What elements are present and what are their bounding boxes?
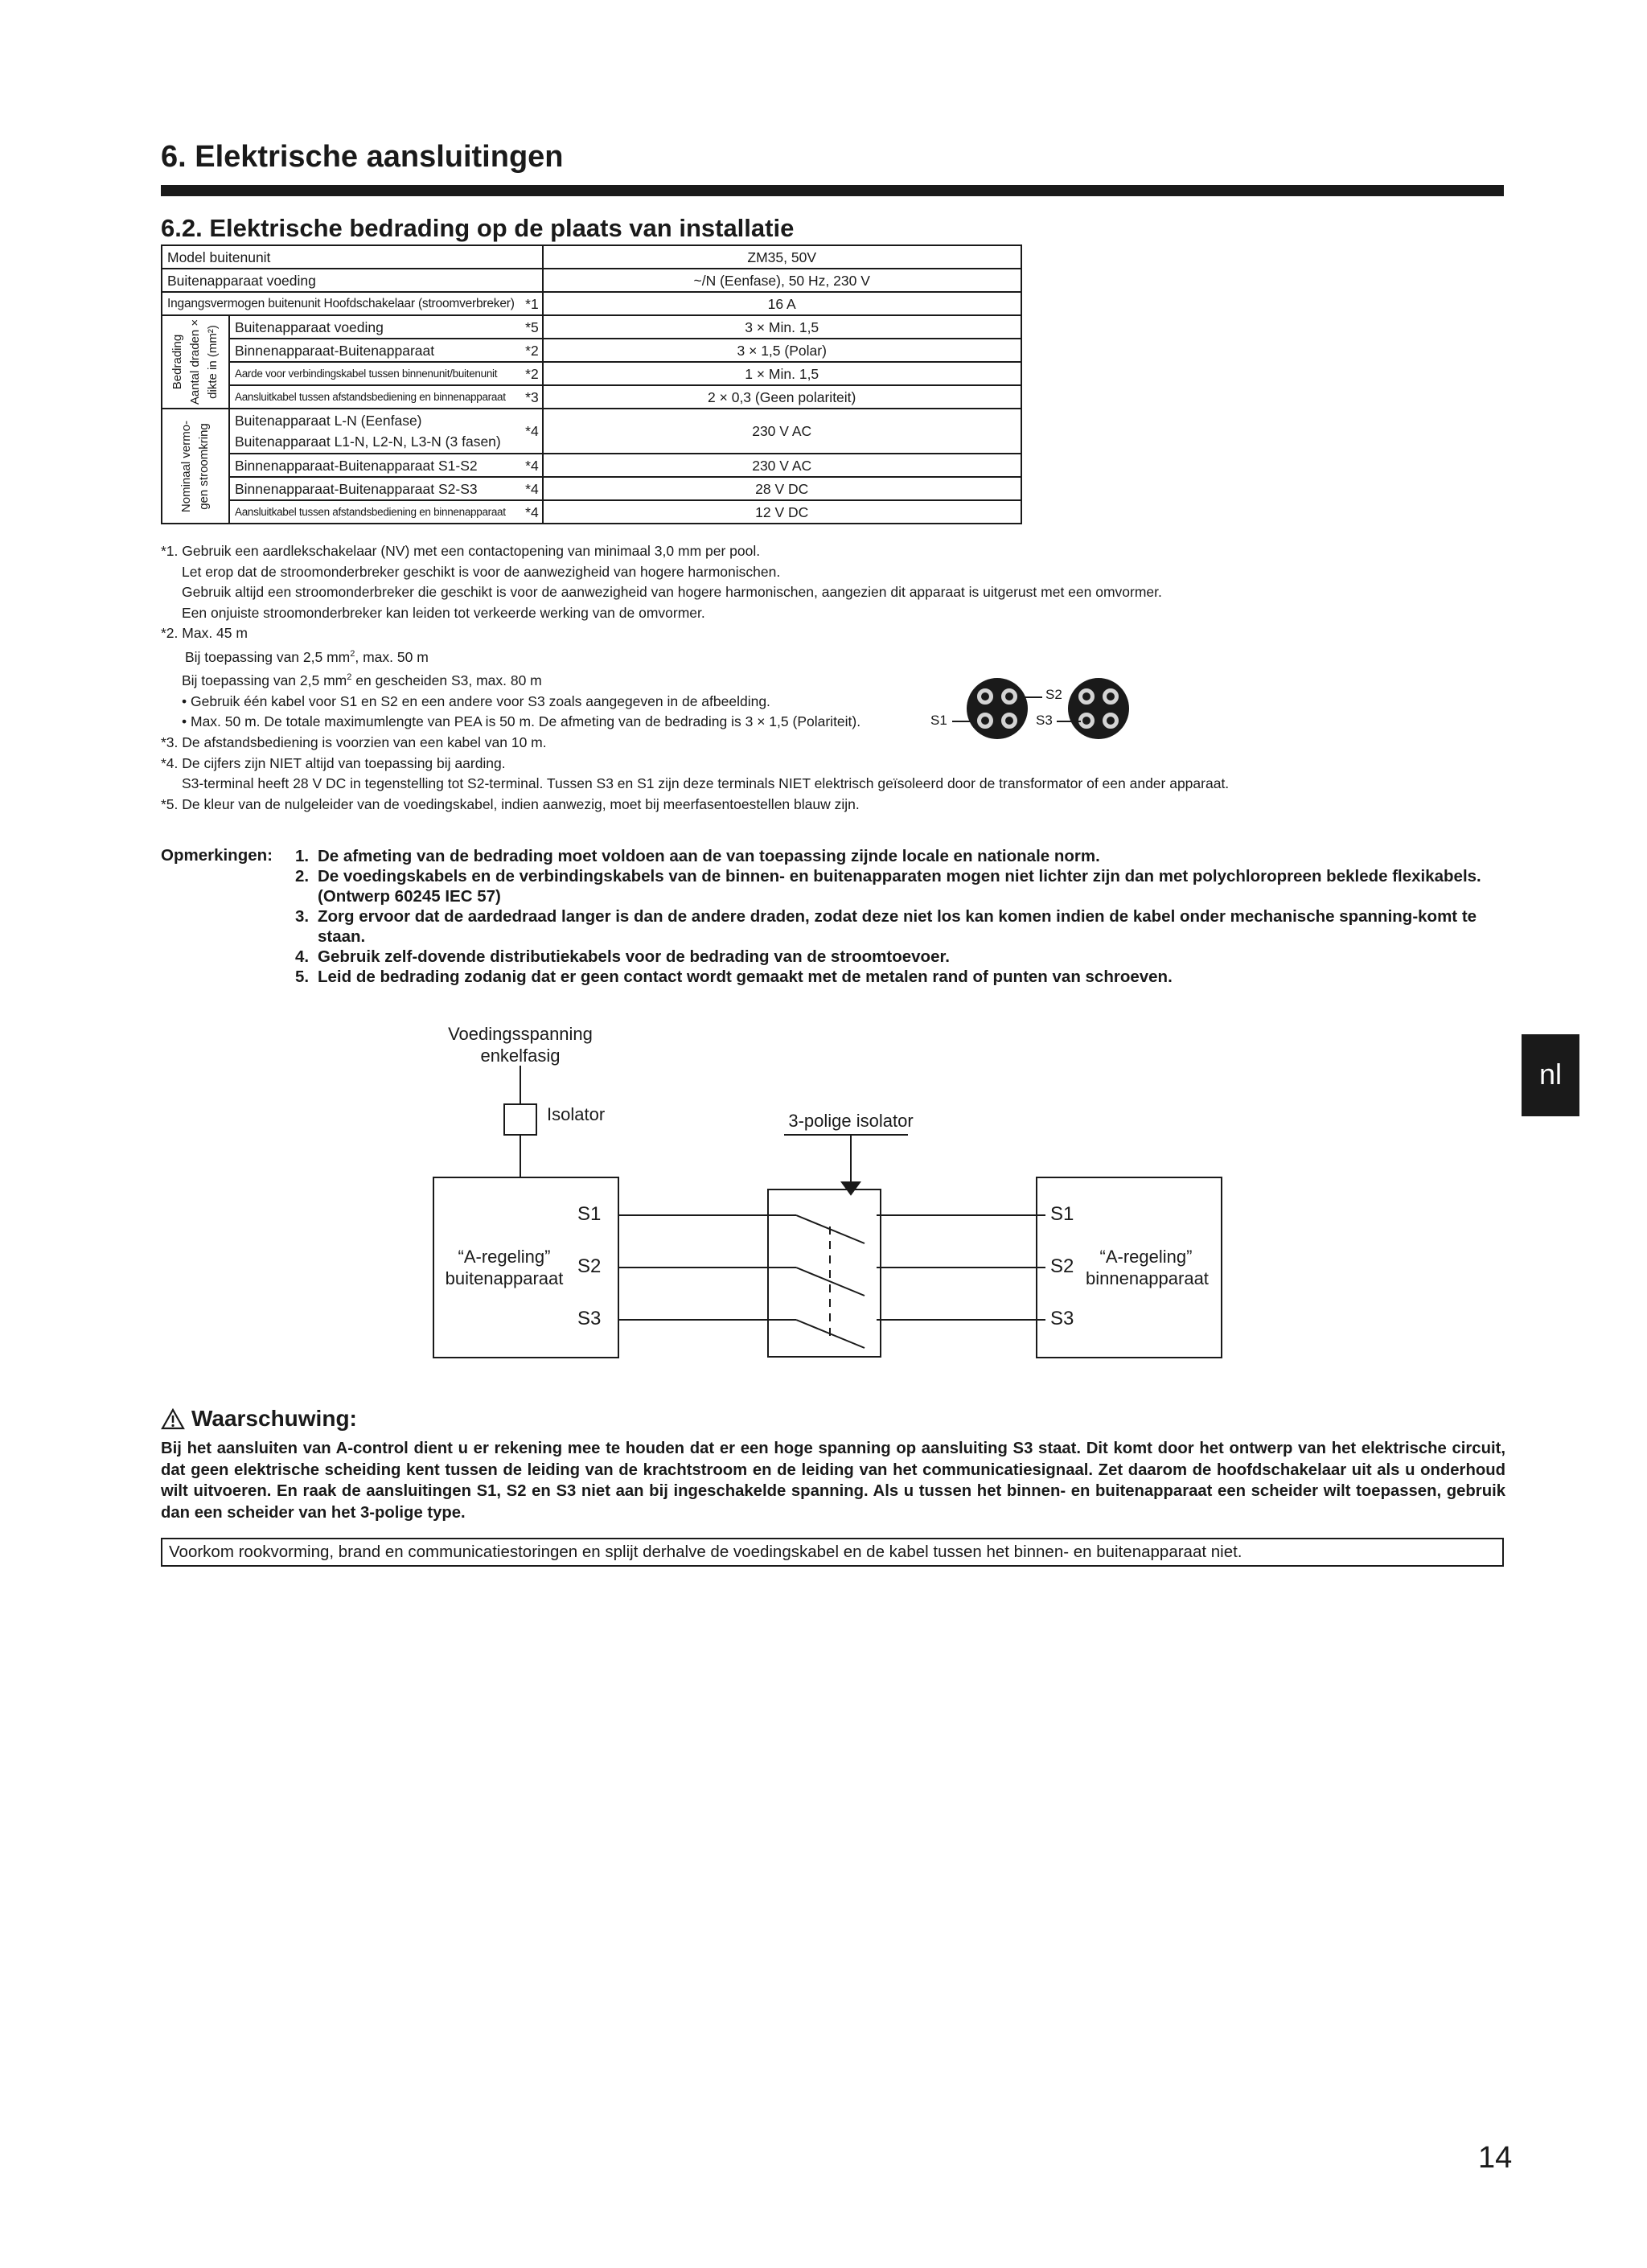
warning-icon [161, 1408, 185, 1430]
warning-title [161, 1406, 357, 1432]
indoor-label-line1: “A-regeling” [1099, 1247, 1193, 1267]
isolator-box [503, 1103, 537, 1136]
superscript: 2 [347, 672, 352, 683]
footnote: *5. De kleur van de nulgeleider van de voedingskabel, indien aanwezig, moet bij meerfasentoestellen blauw zijn. [161, 795, 860, 812]
warning-text: Bij het aansluiten van A-control dient u er rekening mee te houden dat er een hoge spanning op aansluiting S3 staat. Dit komt door het ontwerp van het elektrische circuit, dat geen elektrische scheiding kent tussen de leiding van de krachtstroom en de leiding van het communicatiesignaal. Zet daarom de hoofdschakelaar uit als u onderhoud wilt uitvoeren. En raak de aansluitingen S1, S2 en S3 niet aan bij ingeschakelde spanning. Als u tussen het binnen- en buitenapparaat een scheider wilt toepassen, gebruik dan een scheider van het 3-polige type. [161, 1440, 1505, 1522]
wiring-row-value: 2 × 0,3 (Geen polariteit) [543, 385, 1021, 409]
wiring-group-line1: Bedrading [170, 334, 184, 390]
footnote: *4. De cijfers zijn NIET altijd van toepassing bij aarding. [161, 754, 506, 771]
supply-label-line1: Voedingsspanning [448, 1024, 593, 1044]
remarks-label: Opmerkingen: [161, 846, 273, 865]
outdoor-unit-label [444, 1246, 565, 1289]
rating-row-note: *4 [520, 454, 543, 477]
wiring-group-line2: Aantal draden × [188, 318, 202, 405]
remark-number: 2. [295, 867, 310, 885]
supply-label-line2: enkelfasig [480, 1046, 561, 1066]
wiring-row-value: 1 × Min. 1,5 [543, 362, 1021, 385]
rating-group-line2: gen stroomkring [197, 422, 211, 510]
footnote: *1. Gebruik een aardlekschakelaar (NV) met een contactopening van minimaal 3,0 mm per pool. [161, 543, 761, 559]
label-underline [784, 1134, 908, 1136]
rating-row-note: *4 [520, 477, 543, 500]
footnote: Gebruik altijd een stroomonderbreker die geschikt is voor de aanwezigheid van hogere harmonischen, aangezien dit apparaat is uitgerust met een omvormer. [182, 584, 1162, 601]
input-value: 16 A [543, 292, 1021, 315]
footnote: *3. De afstandsbediening is voorzien van een kabel van 10 m. [161, 734, 547, 750]
indoor-terminal-s2: S2 [1050, 1255, 1074, 1277]
wiring-row-value: 3 × 1,5 (Polar) [543, 339, 1021, 362]
rating-row-value: 230 V AC [543, 454, 1021, 477]
language-tab[interactable]: nl [1522, 1034, 1579, 1116]
remark-number: 5. [295, 968, 310, 986]
outdoor-terminal-s2: S2 [577, 1255, 602, 1277]
footnote: Een onjuiste stroomonderbreker kan leiden tot verkeerde werking van de omvormer. [182, 604, 705, 621]
wiring-row-note: *3 [520, 385, 543, 409]
footnote-text: Bij toepassing van 2,5 mm [185, 648, 351, 665]
wiring-row-label: Binnenapparaat-Buitenapparaat [229, 339, 520, 362]
rating-row-note: *4 [520, 409, 543, 454]
supply-label [440, 1023, 601, 1066]
remark-text: Gebruik zelf-dovende distributiekabels voor de bedrading van de stroomtoevoer. [318, 947, 951, 966]
footnote: Let erop dat de stroomonderbreker geschikt is voor de aanwezigheid van hogere harmonischen. [182, 563, 781, 580]
indoor-unit-label [1086, 1246, 1209, 1289]
supply-label: Buitenapparaat voeding [162, 269, 543, 292]
wiring-row-label: Aansluitkabel tussen afstandsbediening en binnenapparaat [229, 385, 520, 409]
remark-text: De afmeting van de bedrading moet voldoen aan de van toepassing zijnde locale en nationale norm. [318, 847, 1100, 865]
remark-text: Zorg ervoor dat de aardedraad langer is dan de andere draden, zodat deze niet los kan komen indien de kabel onder mechanische spanning-komt te staan. [318, 907, 1477, 946]
section-title: 6. Elektrische aansluitingen [161, 140, 564, 174]
remark-text: Leid de bedrading zodanig dat er geen contact wordt gemaakt met de metalen rand of punten van schroeven. [318, 968, 1173, 986]
page-number: 14 [1478, 2141, 1513, 2175]
supply-value: ~/N (Eenfase), 50 Hz, 230 V [543, 269, 1021, 292]
outdoor-terminal-s3: S3 [577, 1308, 602, 1329]
rating-row-value: 12 V DC [543, 500, 1021, 524]
subsection-title: 6.2. Elektrische bedrading op de plaats van installatie [161, 214, 795, 242]
wiring-row-note: *2 [520, 362, 543, 385]
remark-number: 4. [295, 947, 310, 966]
rating-row-value: 230 V AC [543, 409, 1021, 454]
model-label: Model buitenunit [162, 245, 543, 269]
footnote-text: Bij toepassing van 2,5 mm [182, 672, 347, 689]
footnote-text: , max. 50 m [355, 648, 429, 665]
three-pole-isolator-box [767, 1189, 881, 1358]
rating-row-label: Aansluitkabel tussen afstandsbediening en binnenapparaat [229, 500, 520, 524]
three-pole-label: 3-polige isolator [788, 1111, 914, 1131]
cable-label-s2: S2 [1045, 687, 1062, 702]
remark-number: 1. [295, 847, 310, 865]
rating-row-note: *4 [520, 500, 543, 524]
rating-row-value: 28 V DC [543, 477, 1021, 500]
rating-row-label: Binnenapparaat-Buitenapparaat S2-S3 [229, 477, 520, 500]
cable-label-s3: S3 [1036, 713, 1053, 728]
outdoor-label-line1: “A-regeling” [458, 1247, 551, 1267]
remark-text: De voedingskabels en de verbindingskabels van de binnen- en buitenapparaten mogen niet lichter zijn dan met polychloropreen beklede flexikabels. (Ontwerp 60245 IEC 57) [318, 867, 1481, 906]
indoor-terminal-s1: S1 [1050, 1203, 1074, 1225]
input-note: *1 [520, 292, 543, 315]
isolator-label: Isolator [547, 1104, 606, 1124]
footnote: *2. Max. 45 m [161, 625, 248, 642]
wiring-row-note: *2 [520, 339, 543, 362]
warning-title-text: Waarschuwing: [191, 1406, 357, 1431]
indoor-terminal-s3: S3 [1050, 1308, 1074, 1329]
remark-number: 3. [295, 907, 310, 926]
footnote-text: en gescheiden S3, max. 80 m [351, 672, 542, 689]
cable-label-s1: S1 [930, 713, 947, 728]
wiring-group-line3: dikte in (mm²) [206, 325, 220, 399]
rating-group-line1: Nominaal vermo- [179, 420, 193, 512]
wiring-row-note: *5 [520, 315, 543, 339]
footnote: • Gebruik één kabel voor S1 en S2 en een andere voor S3 zoals aangegeven in de afbeelding. [182, 692, 770, 709]
wiring-row-value: 3 × Min. 1,5 [543, 315, 1021, 339]
footer-note: Voorkom rookvorming, brand en communicatiestoringen en splijt derhalve de voedingskabel en de kabel tussen het binnen- en buitenapparaat niet. [161, 1538, 1504, 1567]
footnote: • Max. 50 m. De totale maximumlengte van PEA is 50 m. De afmeting van de bedrading is 3 × 1,5 (Polariteit). [182, 713, 861, 730]
outdoor-label-line2: buitenapparaat [445, 1268, 564, 1288]
footnote: S3-terminal heeft 28 V DC in tegenstelling tot S2-terminal. Tussen S3 en S1 zijn deze terminals NIET elektrisch geïsoleerd door de transformator of een ander apparaat. [182, 775, 1230, 792]
indoor-label-line2: binnenapparaat [1086, 1268, 1209, 1288]
superscript: 2 [350, 648, 355, 659]
rating-row-label: Binnenapparaat-Buitenapparaat S1-S2 [229, 454, 520, 477]
input-label: Ingangsvermogen buitenunit Hoofdschakelaar (stroomverbreker) [162, 292, 520, 315]
wiring-row-label: Aarde voor verbindingskabel tussen binnenunit/buitenunit [229, 362, 520, 385]
rating-row-label-line2: Buitenapparaat L1-N, L2-N, L3-N (3 fasen) [235, 433, 501, 450]
model-value: ZM35, 50V [543, 245, 1021, 269]
outdoor-terminal-s1: S1 [577, 1203, 602, 1225]
rating-row-label-line1: Buitenapparaat L-N (Eenfase) [235, 413, 422, 429]
wiring-row-label: Buitenapparaat voeding [229, 315, 520, 339]
